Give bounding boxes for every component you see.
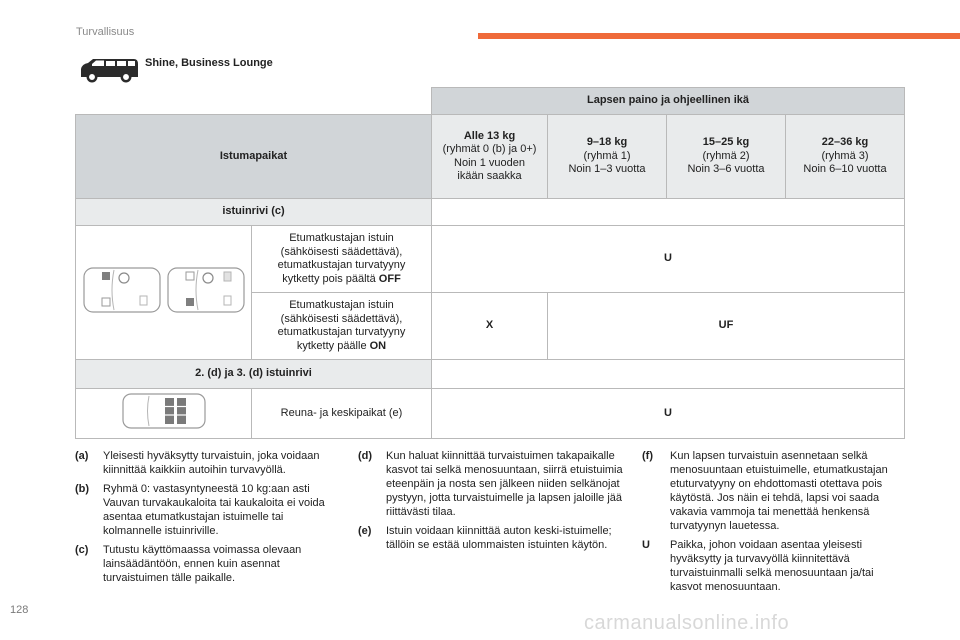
- weight-age-header: Lapsen paino ja ohjeellinen ikä: [432, 88, 905, 115]
- value-airbag-off: U: [432, 226, 905, 293]
- footnote: (a) Yleisesti hyväksytty turvaistuin, joka voidaan kiinnittää kaikkiin autoihin turvavyöllä.: [75, 450, 320, 476]
- col-group-1: 9–18 kg (ryhmä 1) Noin 1–3 vuotta: [548, 115, 667, 199]
- page-number: 128: [10, 604, 29, 616]
- value-rear-seats: U: [432, 389, 905, 439]
- van-icon: [78, 56, 140, 84]
- footnote: U Paikka, johon voidaan asentaa yleisesti hyväksytty ja turvavyöllä kiinnitettävä turvaistuinmalli selkä menosuuntaan ja/tai kasvot menosuuntaan.: [642, 539, 874, 593]
- rear-seat-diagram: [76, 389, 252, 439]
- front-seat-diagram: [76, 226, 252, 360]
- value-airbag-on-other: UF: [548, 293, 905, 360]
- footnote: (c) Tutustu käyttömaassa voimassa olevaan lainsäädäntöön, ennen kuin asennat turvaistuimen tälle paikalle.: [75, 544, 302, 584]
- header-accent-bar: [478, 33, 960, 39]
- notes-column-3: [642, 449, 904, 599]
- value-airbag-on-under13: X: [432, 293, 548, 360]
- footnote: (f) Kun lapsen turvaistuin asennetaan selkä menosuuntaan etuistuimelle, etumatkustajan etuturvatyyny on ehdottomasti otettava pois käytöstä. Jos näin ei tehdä, lapsi voi saada vakavia vammoja tai menettää henkensä turvatyynyn lauetessa.: [642, 450, 888, 532]
- child-seat-table: [75, 87, 905, 439]
- front-seat-airbag-off: Etumatkustajan istuin (sähköisesti säädettävä), etumatkustajan turvatyyny kytketty pois päältä OFF: [252, 226, 432, 293]
- van-topview-icon: [80, 260, 250, 320]
- rear-seats-label: Reuna- ja keskipaikat (e): [252, 389, 432, 439]
- van-rear-seats-icon: [119, 389, 209, 433]
- seats-header: Istumapaikat: [76, 115, 432, 199]
- section-title: Turvallisuus: [76, 26, 135, 38]
- col-group-3: 22–36 kg (ryhmä 3) Noin 6–10 vuotta: [786, 115, 905, 199]
- notes-column-1: [75, 449, 343, 590]
- watermark: carmanualsonline.info: [584, 612, 790, 634]
- trim-levels: Shine, Business Lounge: [145, 57, 273, 69]
- footnote: (b) Ryhmä 0: vastasyntyneestä 10 kg:aan asti Vauvan turvakaukaloita tai kaukaloita ei voida asentaa etumatkustajan istuimelle tai kolmannelle istuinriville.: [75, 483, 325, 537]
- row1-header: istuinrivi (c): [76, 199, 432, 226]
- footnote: (e) Istuin voidaan kiinnittää auton keski-istuimelle; tällöin se estää ulommaisten istuinten käytön.: [358, 525, 612, 551]
- front-seat-airbag-on: Etumatkustajan istuin (sähköisesti säädettävä), etumatkustajan turvatyyny kytketty päälle ON: [252, 293, 432, 360]
- col-group-2: 15–25 kg (ryhmä 2) Noin 3–6 vuotta: [667, 115, 786, 199]
- footnote: (d) Kun haluat kiinnittää turvaistuimen takapaikalle kasvot tai selkä menosuuntaan, siirrä etuistuimia eteenpäin ja nosta sen jälkeen niiden selkänojat pystyyn, jotta turvaistuimelle ja lapsen jaloille jää riittävästi tilaa.: [358, 450, 623, 518]
- row23-header: 2. (d) ja 3. (d) istuinrivi: [76, 360, 432, 389]
- col-group-0: Alle 13 kg (ryhmät 0 (b) ja 0+) Noin 1 vuoden ikään saakka: [432, 115, 548, 199]
- notes-column-2: [358, 449, 623, 557]
